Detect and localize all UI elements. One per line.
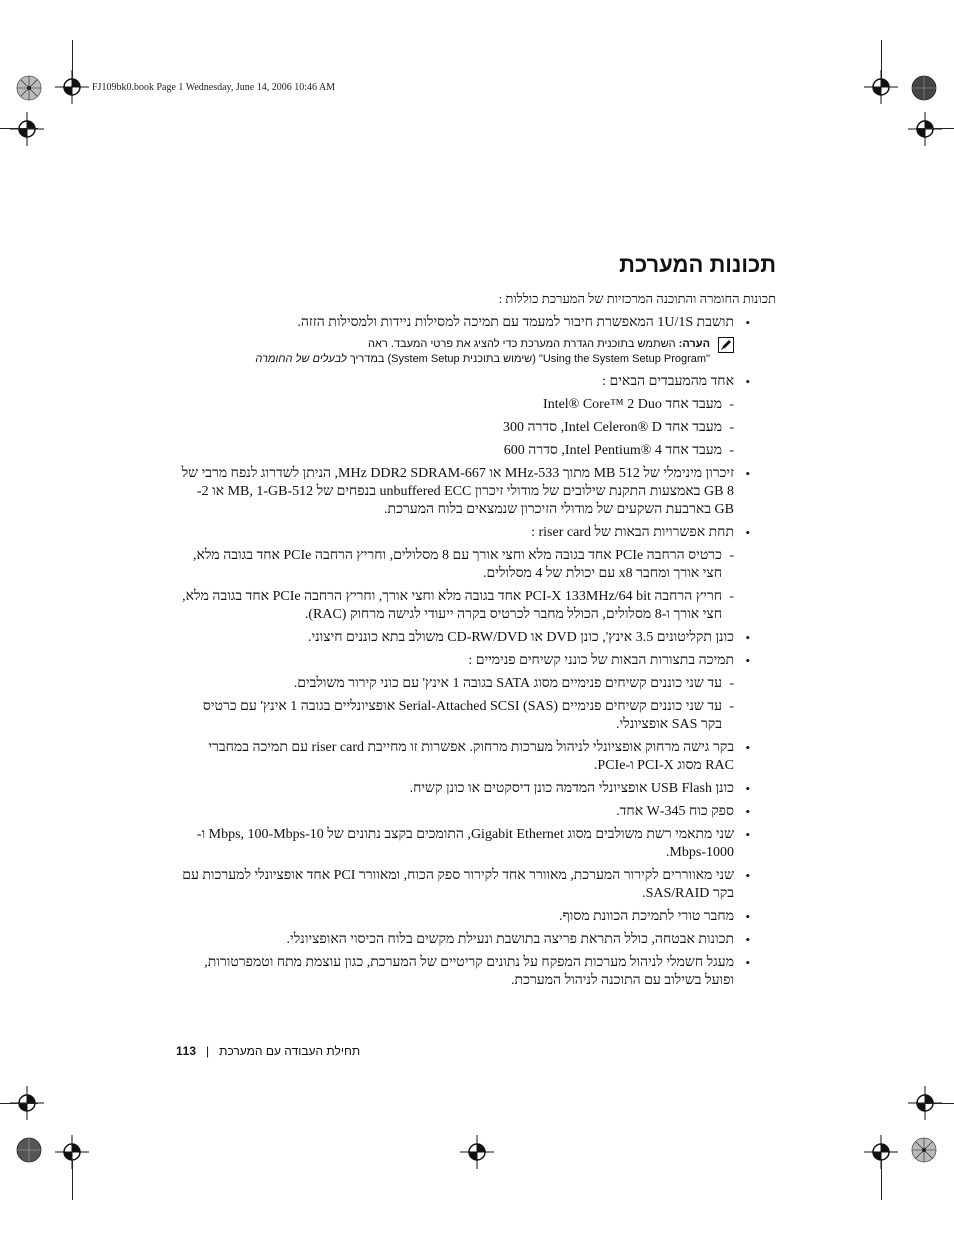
sub-list-item: - מעבד אחד Intel Celeron® D, סדרה 300 (180, 419, 734, 437)
list-item: • תכונות אבטחה, כולל התראת פריצה בתושבת ונעילת מקשים בלוח הכיסוי האופציונלי. (180, 931, 776, 949)
sub-list-item: - כרטיס הרחבה PCIe אחד בגובה מלא וחצי אורך עם 8 מסלולים, וחריץ הרחבה PCIe אחד בגובה מלא, חצי אורך ומחבר x8 עם יכולת של 4 מסלולים. (180, 547, 734, 583)
sub-list (180, 675, 734, 734)
sub-list-item: - עד שני כוננים קשיחים פנימיים Serial-Attached SCSI (SAS) אופציונליים בגובה 1 אינץ' עם כרטיס בקר SAS אופציונלי. (180, 698, 734, 734)
list-item: • שני מאווררים לקירור המערכת, מאוורר אחד לקירור ספק הכוח, ומאוורר PCI אחד אופציונלי למערכות עם בקר SAS/RAID. (180, 867, 776, 903)
registration-mark-icon (10, 112, 44, 146)
sub-list-item: - מעבד אחד Intel Pentium® 4, סדרה 600 (180, 442, 734, 460)
note-pencil-icon (718, 337, 734, 353)
list-item: • אחד מהמעבדים הבאים : - מעבד אחד Intel® Core™ 2 Duo - מעבד אחד Intel Celeron® D, סדרה 300 - מעבד אחד Intel Pentium® 4, סדרה 600 (180, 373, 776, 460)
trim-line (881, 40, 882, 78)
note-label: הערה: (678, 338, 710, 350)
trim-line (72, 40, 73, 78)
list-item: • שני מתאמי רשת משולבים מסוג Gigabit Ethernet, התומכים בקצב נתונים של 10-Mbps, 100-Mbps ו- 1000-Mbps. (180, 826, 776, 862)
trim-line (0, 1103, 38, 1104)
page-footer (176, 1044, 376, 1058)
list-item: • תחת אפשרויות הבאות של riser card : - כרטיס הרחבה PCIe אחד בגובה מלא וחצי אורך עם 8 מסלולים, וחריץ הרחבה PCIe אחד בגובה מלא, חצי אורך ומחבר x8 עם יכולת של 4 מסלולים. - חריץ הרחבה PCI-X 133MHz/64 bit אחד בגובה מלא וחצי אורך, וחריץ הרחבה PCIe אחד בגובה מלא, חצי אורך ו-8 מסלולים, הכולל מחבר לכרטיס בקרה ייעודי לגישה מרחוק (RAC). (180, 524, 776, 624)
features-list (180, 314, 776, 332)
sub-list-item: - חריץ הרחבה PCI-X 133MHz/64 bit אחד בגובה מלא וחצי אורך, וחריץ הרחבה PCIe אחד בגובה מלא, חצי אורך ו-8 מסלולים, הכולל מחבר לכרטיס בקרה ייעודי לגישה מרחוק (RAC). (180, 588, 734, 624)
list-item: • ספק כוח 345-W אחד. (180, 803, 776, 821)
trim-line (881, 1160, 882, 1200)
sub-list (180, 396, 734, 460)
page-title: תכונות המערכת (619, 252, 776, 277)
list-item: • כונן USB Flash אופציונלי המדמה כונן דיסקטים או כונן קשיח. (180, 780, 776, 798)
trim-line (0, 128, 38, 129)
list-item: • מעגל חשמלי לניהול מערכות המפקח על נתונים קריטיים של המערכת, כגון עוצמת מתח וטמפרטורות, ופועל בשילוב עם התוכנה לניהול המערכת. (180, 954, 776, 990)
page-content (180, 252, 776, 995)
footer-section-label: תחילת העבודה עם המערכת (219, 1044, 361, 1058)
trim-line (72, 1160, 73, 1200)
sub-list-item: - עד שני כוננים קשיחים פנימיים מסוג SATA בגובה 1 אינץ' עם כוני קירור משולבים. (180, 675, 734, 693)
registration-mark-icon (460, 1135, 494, 1169)
list-item: • זיכרון מינימלי של 512 MB מתוך 533-MHz או 667-MHz DDR2 SDRAM, הניתן לשדרוג לנפח מרבי של 8 GB באמצעות התקנת שילובים של מודולי זיכרון unbuffered ECC בנפחים של 512-MB, 1-GB או 2-GB בארבעת השקעים של מודולי הזיכרון שנמצאים בלוח המערכת. (180, 465, 776, 519)
list-item: • כונן תקליטונים 3.5 אינץ', כונן DVD או CD-RW/DVD משולב בתא כוננים חיצוני. (180, 629, 776, 647)
note-doc-reference: לבעלים של החומרה (255, 353, 347, 365)
sub-list (180, 547, 734, 624)
note-box (180, 337, 776, 367)
list-item: • תושבת 1U/1S המאפשרת חיבור למעמד עם תמיכה למסילות ניידות ולמסילות הזזה. (180, 314, 776, 332)
page-number: 113 (176, 1044, 197, 1058)
list-item: • מחבר טורי לתמיכת הכוונת מסוף. (180, 908, 776, 926)
print-rosette-icon (911, 75, 937, 101)
note-line: "Using the System Setup Program" (שימוש בתוכנית System Setup) במדריך (349, 353, 710, 365)
print-rosette-icon (911, 1137, 937, 1163)
print-rosette-icon (16, 75, 42, 101)
note-line: השתמש בתוכנית הגדרת המערכת כדי להציג את פרטי המעבד. ראה (368, 338, 676, 350)
book-info-slug: FJ109bk0.book Page 1 Wednesday, June 14, 2006 10:46 AM (92, 82, 336, 93)
print-rosette-icon (16, 1137, 42, 1163)
trim-line (916, 1103, 954, 1104)
list-item: • בקר גישה מרחוק אופציונלי לניהול מערכות מרחוק. אפשרות זו מחייבת riser card עם תמיכה במחברי RAC מסוג PCI-X ו-PCIe. (180, 739, 776, 775)
intro-text: תכונות החומרה והתוכנה המרכזיות של המערכת כוללות : (498, 291, 776, 306)
trim-line (916, 128, 954, 129)
sub-list-item: - מעבד אחד Intel® Core™ 2 Duo (180, 396, 734, 414)
registration-mark-icon (908, 112, 942, 146)
features-list (180, 373, 776, 990)
list-item: • תמיכה בתצורות הבאות של כונני קשיחים פנימיים : - עד שני כוננים קשיחים פנימיים מסוג SATA בגובה 1 אינץ' עם כוני קירור משולבים. - עד שני כוננים קשיחים פנימיים Serial-Attached SCSI (SAS) אופציונליים בגובה 1 אינץ' עם כרטיס בקר SAS אופציונלי. (180, 652, 776, 734)
footer-separator: | (206, 1044, 210, 1058)
